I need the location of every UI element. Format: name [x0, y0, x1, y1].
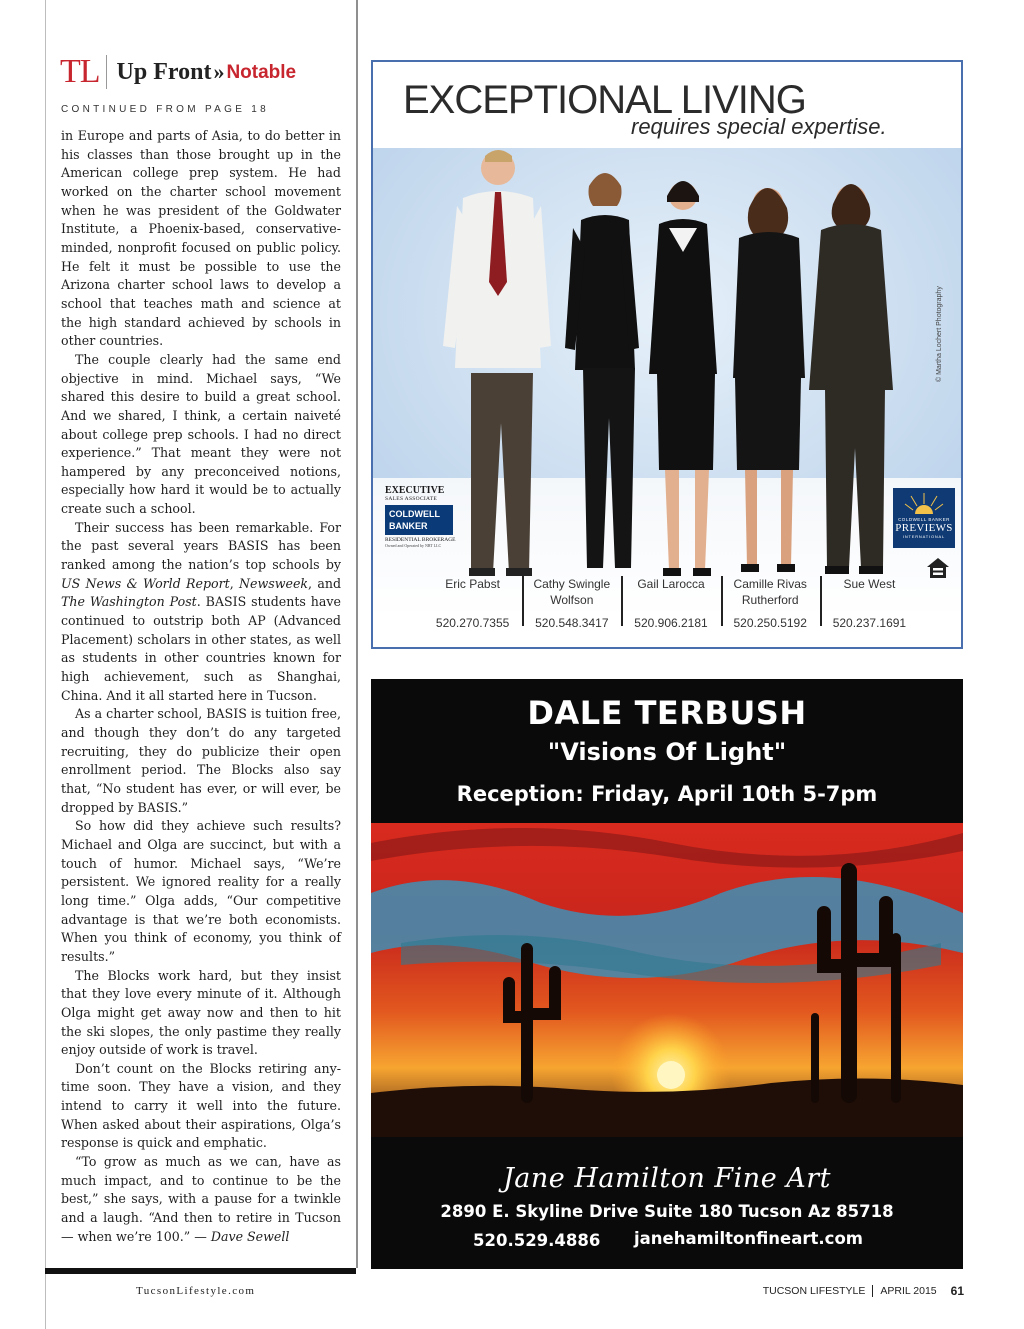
agent-entry [621, 576, 720, 630]
tl-logo-mark: TL [60, 53, 100, 90]
folio-divider [872, 1285, 873, 1297]
article-paragraph [61, 519, 341, 706]
footer-website[interactable]: TucsonLifestyle.com [136, 1285, 256, 1297]
owned-note: Owned and Operated by NRT LLC [385, 543, 442, 548]
agent-name: Eric Pabst [445, 577, 500, 591]
publication-name: US News & World Report [61, 575, 230, 591]
previews-top-label: COLDWELL BANKER [898, 517, 950, 522]
section-arrows: » [213, 59, 225, 84]
article-paragraph: As a charter school, BASIS is tuition free, and though they don’t do any targeted recruiting, they do publicize their open enrollment period. The Blocks also say that, “No student has ever, or will ever, be dropped by BASIS.” [61, 706, 341, 815]
article-paragraph: in Europe and parts of Asia, to do better in his classes than those brought up in the American college prep system. He had worked on the charter school movement when he was president of the Goldwater Institute, a Phoenix-based, conservative-minded, nonprofit focused on public policy. He felt it must be possible to use the Arizona charter school laws to develop a school that teaches math and science at the high standard achieved by schools in other countries. [61, 128, 341, 349]
article-text: , and [308, 575, 342, 591]
cb-logo-line: COLDWELL [389, 509, 440, 519]
photo-credit: © Martha Lochert Photography [936, 286, 943, 382]
agent-list [423, 576, 919, 630]
desert-sunset-painting [371, 823, 963, 1137]
gallery-phone[interactable]: 520.529.4886 [473, 1231, 601, 1250]
issue-date: APRIL 2015 [880, 1285, 937, 1297]
article-paragraph [61, 1153, 341, 1246]
agent-name: Cathy Swingle Wolfson [533, 577, 611, 607]
agent-name: Gail Larocca [637, 577, 705, 591]
agent-entry [721, 576, 820, 630]
artist-name: DALE TERBUSH [527, 694, 807, 732]
publication-name: The Washington Post [61, 594, 197, 610]
exec-label: EXECUTIVE [385, 485, 445, 496]
footer-folio [763, 1284, 964, 1298]
agent-phone[interactable]: 520.906.2181 [634, 616, 708, 630]
article-paragraph: The couple clearly had the same end objective in mind. Michael says, “We shared this desire to build a great school. And we shared, I think, a certain naiveté about college prep schools. I had no direct experience.” That meant they were not hampered by any preconceived notions, especially how hard it would be to actually create such a school. [61, 351, 341, 517]
previews-bottom-label: INTERNATIONAL [902, 534, 946, 539]
agent-entry [423, 576, 522, 630]
article-paragraph: Don’t count on the Blocks retiring any-time soon. They have a vision, and they intend to carry it well into the future. When asked about their aspirations, Olga’s response is quick and emphatic. [61, 1060, 341, 1151]
gallery-website[interactable]: janehamiltonfineart.com [634, 1229, 863, 1248]
gallery-address: 2890 E. Skyline Drive Suite 180 Tucson Az 85718 [440, 1202, 894, 1221]
reception-info: Reception: Friday, April 10th 5-7pm [456, 782, 878, 806]
agent-name: Sue West [843, 577, 896, 591]
section-header [60, 52, 296, 92]
previews-name: PREVIEWS [895, 522, 953, 534]
sunburst-icon [904, 492, 944, 514]
magazine-name: TUCSON LIFESTYLE [762, 1285, 866, 1297]
article-text: , [229, 575, 239, 591]
publication-name: Newsweek [239, 575, 309, 591]
article-body [61, 127, 341, 1246]
agent-phone[interactable]: 520.250.5192 [733, 616, 807, 630]
agents-group-photo [373, 148, 961, 618]
footer-bar [45, 1268, 356, 1274]
exec-sublabel: SALES ASSOCIATE [385, 496, 438, 502]
article-text: Their success has been remarkable. For the past several years BASIS has been ranked among the nation’s top schools by [61, 519, 341, 573]
page-number: 61 [950, 1284, 964, 1298]
agent-phone[interactable]: 520.548.3417 [535, 616, 609, 630]
coldwell-banker-logo [385, 505, 453, 535]
agent-entry [522, 576, 621, 630]
ad-headline: EXCEPTIONAL LIVING [403, 78, 806, 122]
gallery-ad[interactable] [371, 679, 963, 1269]
previews-logo [893, 488, 955, 548]
page-left-rule [45, 0, 46, 1329]
realestate-ad[interactable] [371, 60, 963, 649]
article-paragraph: The Blocks work hard, but they insist that they love every minute of it. Although Olga might get away now and then to hit the ski slopes, the only pastime they really enjoy outside of work is travel. [61, 967, 341, 1058]
header-divider [106, 55, 107, 89]
article-text: . BASIS students have continued to outstrip both AP (Advanced Placement) scholars in other states, as well as students in other countries known for high achievement, such as Shanghai, China. And it all started here in Tucson. [61, 594, 341, 703]
gallery-name: Jane Hamilton Fine Art [502, 1163, 832, 1194]
ad-subhead: requires special expertise. [631, 114, 887, 139]
article-text: “To grow as much as we can, have as much impact, and to continue to be the best,” she says, with a pause for a twinkle and a laugh. “And then to retire in Tucson — when we’re 100.” — [61, 1154, 341, 1244]
exhibition-title: "Visions Of Light" [547, 738, 787, 766]
subsection-title: Notable [226, 62, 297, 83]
author-byline: Dave Sewell [210, 1228, 290, 1244]
agent-entry [820, 576, 919, 630]
coldwell-banker-logo-block [385, 486, 457, 548]
continued-note: CONTINUED FROM PAGE 18 [61, 104, 269, 115]
agent-name: Camille Rivas Rutherford [733, 577, 807, 607]
section-title: Up Front [116, 58, 212, 85]
equal-housing-icon [925, 556, 951, 582]
article-paragraph: So how did they achieve such results? Michael and Olga are succinct, but with a touch of humor. Michael says, “We’re persistent. We ignored reality for a really long time.” Olga adds, “Our competitive advantage is that we’re both economists. When you think of economy, you think of results.” [61, 818, 341, 964]
cb-logo-line: BANKER [389, 521, 428, 531]
brokerage-label: RESIDENTIAL BROKERAGE [385, 537, 456, 543]
column-divider-rule [356, 0, 358, 1268]
agent-phone[interactable]: 520.270.7355 [435, 616, 510, 630]
agent-phone[interactable]: 520.237.1691 [832, 616, 907, 630]
